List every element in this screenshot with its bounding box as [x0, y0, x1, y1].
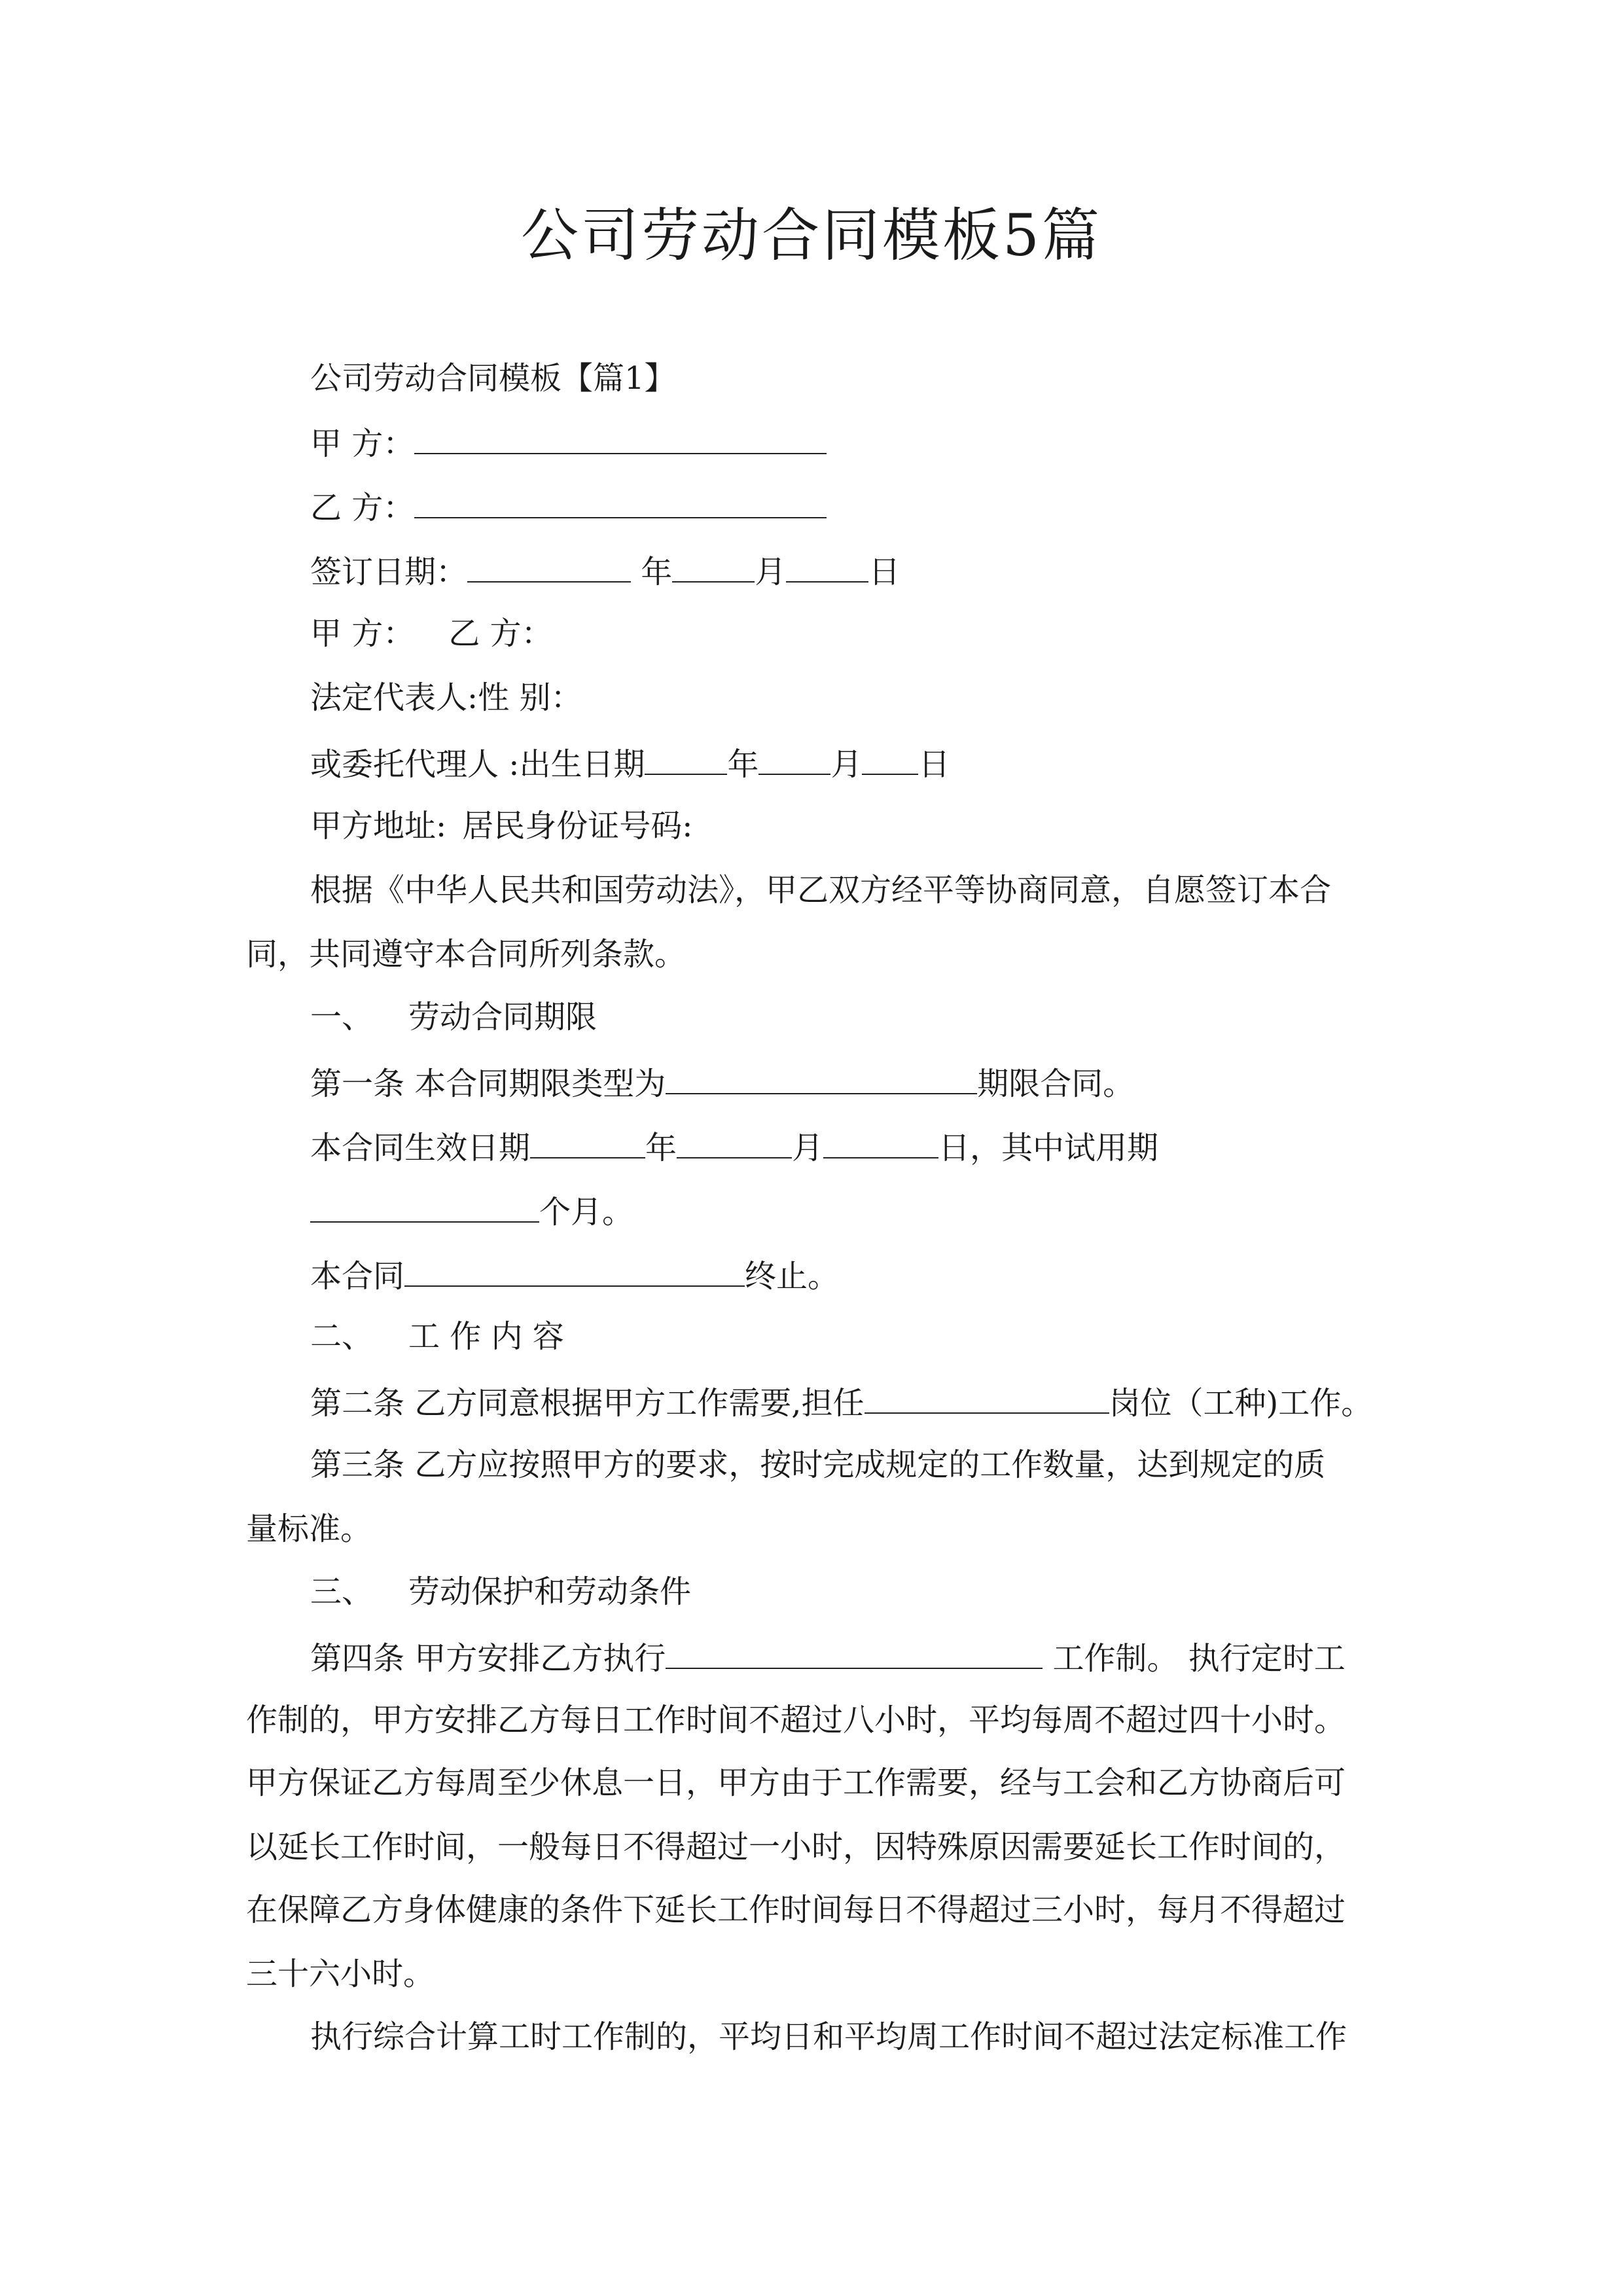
contract-type-blank[interactable]: [666, 1062, 977, 1094]
sign-month-blank[interactable]: [672, 550, 755, 583]
chapter-1-heading: [310, 997, 597, 1037]
article-1: [310, 1062, 1134, 1103]
article-2: [310, 1381, 1372, 1423]
article-1-suffix: 期限合同。: [977, 1066, 1135, 1102]
effective-date-row: [310, 1126, 1158, 1168]
birth-month-blank[interactable]: [758, 742, 830, 775]
birth-year-label: 年: [727, 746, 759, 783]
termination-suffix: 终止。: [745, 1258, 840, 1295]
chapter-3-title: 劳动保护和劳动条件: [408, 1573, 692, 1610]
article-4-line-1: [310, 1636, 1346, 1678]
article-3-line-1: 第三条 乙方应按照甲方的要求，按时完成规定的工作数量，达到规定的质: [310, 1446, 1326, 1483]
party-b-row: [310, 486, 827, 528]
termination-blank[interactable]: [404, 1254, 745, 1287]
article-4-line-3: 甲方保证乙方每周至少休息一日，甲方由于工作需要，经与工会和乙方协商后可: [246, 1765, 1346, 1801]
probation-suffix: 个月。: [539, 1194, 634, 1230]
agent-row: [310, 742, 950, 784]
effective-day-text: 日，其中试用期: [938, 1130, 1159, 1166]
sign-year-blank[interactable]: [467, 550, 631, 583]
article-2-suffix: 岗位（工种)工作。: [1109, 1385, 1373, 1422]
effective-year-blank[interactable]: [530, 1126, 645, 1158]
sign-date-label: 签订日期：: [310, 554, 468, 590]
chapter-3-heading: [310, 1572, 691, 1611]
article-2-prefix: 第二条 乙方同意根据甲方工作需要,担任: [310, 1385, 865, 1422]
effective-year-label: 年: [645, 1130, 677, 1166]
chapter-3-number: 三、: [310, 1573, 374, 1610]
agent-label: 或委托代理人 :: [310, 746, 520, 783]
article-4-line-6: 三十六小时。: [246, 1956, 435, 1992]
effective-day-blank[interactable]: [823, 1126, 938, 1158]
chapter-2-title: 工 作 内 容: [408, 1318, 564, 1355]
probation-blank[interactable]: [310, 1190, 539, 1223]
address-label: 甲方地址:: [310, 808, 447, 844]
party-a-row: [310, 422, 827, 463]
birth-day-label: 日: [918, 746, 950, 783]
intro-line-1: 根据《中华人民共和国劳动法》，甲乙双方经平等协商同意，自愿签订本合: [310, 872, 1332, 908]
sign-day-blank[interactable]: [786, 550, 868, 583]
parties-row: [310, 614, 553, 653]
article-3-line-2: 量标准。: [246, 1511, 372, 1547]
document-title: 公司劳动合同模板5篇: [521, 202, 1102, 269]
address-row: [310, 806, 692, 846]
birth-month-label: 月: [830, 746, 863, 783]
legal-rep-row: [310, 678, 582, 717]
article-4-line-5: 在保障乙方身体健康的条件下延长工作时间每日不得超过三小时，每月不得超过: [246, 1892, 1346, 1928]
sign-month-label: 月: [755, 554, 787, 590]
article-4-suffix: 工作制。 执行定时工: [1043, 1640, 1346, 1677]
position-blank[interactable]: [865, 1381, 1109, 1414]
effective-month-blank[interactable]: [677, 1126, 792, 1158]
effective-month-label: 月: [792, 1130, 824, 1166]
parties-a: 甲 方：: [310, 615, 415, 652]
gender-label: 性 别：: [478, 679, 582, 716]
legal-rep-label: 法定代表人:: [310, 679, 478, 716]
birth-day-blank[interactable]: [862, 742, 918, 775]
effective-date-prefix: 本合同生效日期: [310, 1130, 531, 1166]
birth-year-blank[interactable]: [645, 742, 727, 775]
sign-date-row: [310, 550, 900, 592]
section-heading: 公司劳动合同模板【篇1】: [310, 360, 676, 397]
birth-label: 出生日期: [519, 746, 645, 783]
article-4-prefix: 第四条 甲方安排乙方执行: [310, 1640, 666, 1677]
chapter-2-heading: [310, 1317, 564, 1356]
termination-row: [310, 1254, 839, 1296]
probation-row: [310, 1190, 633, 1232]
chapter-2-number: 二、: [310, 1318, 374, 1355]
chapter-1-number: 一、: [310, 999, 374, 1035]
intro-line-2: 同，共同遵守本合同所列条款。: [246, 936, 687, 973]
work-system-blank[interactable]: [666, 1636, 1043, 1669]
article-4-line-2: 作制的，甲方安排乙方每日工作时间不超过八小时，平均每周不超过四十小时。: [246, 1702, 1346, 1738]
party-a-label: 甲 方：: [310, 425, 415, 462]
article-1-prefix: 第一条 本合同期限类型为: [310, 1066, 666, 1102]
chapter-1-title: 劳动合同期限: [408, 999, 597, 1035]
sign-day-label: 日: [868, 554, 901, 590]
party-b-blank[interactable]: [414, 486, 827, 518]
parties-b: 乙 方：: [448, 615, 553, 652]
party-a-blank[interactable]: [414, 422, 827, 454]
comprehensive-hours-line: 执行综合计算工时工作制的，平均日和平均周工作时间不超过法定标准工作: [310, 2018, 1347, 2055]
id-number-label: 居民身份证号码:: [462, 808, 693, 844]
sign-year-label: 年: [641, 554, 673, 590]
termination-prefix: 本合同: [310, 1258, 405, 1295]
article-4-line-4: 以延长工作时间，一般每日不得超过一小时，因特殊原因需要延长工作时间的，: [246, 1829, 1346, 1865]
party-b-label: 乙 方：: [310, 490, 415, 526]
